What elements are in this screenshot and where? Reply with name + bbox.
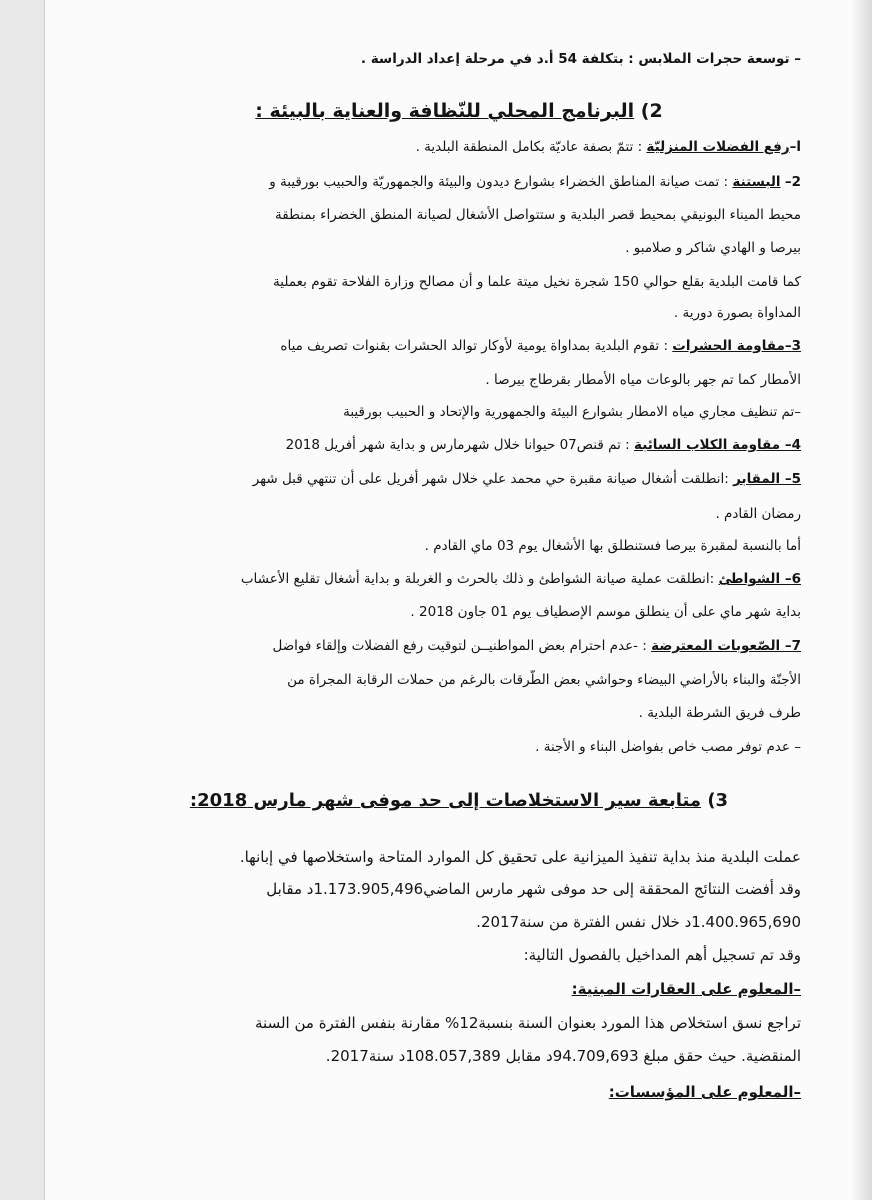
text-line: تراجع نسق استخلاص هذا المورد بعنوان السنة بنسبة12% مقارنة بنفس الفترة من السنة [255, 1014, 801, 1032]
text-line: محيط الميناء البونيقي بمحيط قصر البلدية و ستتواصل الأشغال لصيانة المنطق الخضراء بمنطقة [275, 207, 801, 223]
scan-shadow [851, 0, 872, 1200]
text-line: –تم تنظيف مجاري مياه الامطار بشوارع البيئة والجمهورية والإتحاد و الحبيب بورقيبة [343, 404, 801, 420]
item-insect-control: 3–مقاومة الحشرات : تقوم البلدية بمداواة يومية لأوكار توالد الحشرات بقنوات تصريف مياه [280, 338, 801, 354]
text-line: عملت البلدية منذ بداية تنفيذ الميزانية على تحقيق كل الموارد المتاحة واستخلاصها في إبانها. [239, 848, 801, 866]
text-line: الأجنّة والبناء بالأراضي البيضاء وحواشي بعض الطّرقات بالرغم من حملات الرقابة المجراة من [287, 672, 801, 688]
text-line: المداواة بصورة دورية . [673, 305, 801, 321]
text-line: أما بالنسبة لمقبرة بيرصا فستنطلق بها الأشغال يوم 03 ماي القادم . [424, 538, 801, 554]
text-line: – عدم توفر مصب خاص بفواضل البناء و الأجنة . [535, 739, 801, 755]
item-cemeteries: 5– المقابر :انطلقت أشغال صيانة مقبرة حي محمد علي خلال شهر أفريل على أن تنتهي قبل شهر [252, 471, 801, 487]
item-beaches: 6– الشواطئ :انطلقت عملية صيانة الشواطئ و ذلك بالحرث و الغربلة و بداية أشغال تقليع الأعشاب [240, 571, 801, 587]
text-line: 1.400.965,690د خلال نفس الفترة من سنة2017. [476, 913, 801, 931]
text-line: المنقضية. حيث حقق مبلغ 94.709,693د مقابل 108.057,389د سنة2017. [325, 1047, 801, 1065]
text-line: وقد أفضت النتائج المحققة إلى حد موفى شهر مارس الماضي1.173.905,496د مقابل [266, 880, 801, 898]
section-heading-collections: 3) متابعة سير الاستخلاصات إلى حد موفى شهر مارس 2018: [189, 790, 729, 811]
text-line: بداية شهر ماي على أن ينطلق موسم الإصطياف يوم 01 جاون 2018 . [410, 604, 801, 620]
item-household-waste: ا–رفع الفضلات المنزليّة : تتمّ بصفة عاديّة بكامل المنطقة البلدية . [415, 139, 801, 155]
text-line: وقد تم تسجيل أهم المداخيل بالفصول التالية: [523, 946, 801, 964]
item-stray-dogs: 4– مقاومة الكلاب السائبة : تم قنص07 حيوانا خلال شهرمارس و بداية شهر أفريل 2018 [285, 437, 801, 453]
section-heading-cleanliness: 2) البرنامج المحلي للنّظافة والعناية بالبيئة : [255, 100, 663, 122]
subheading-built-property-tax: –المعلوم على العقارات المبنية: [571, 980, 801, 998]
subheading-business-tax: –المعلوم على المؤسسات: [608, 1083, 801, 1101]
text-line: بيرصا و الهادي شاكر و صلامبو . [625, 240, 801, 256]
text-line: الأمطار كما تم جهر بالوعات مياه الأمطار بقرطاج بيرصا . [485, 372, 801, 388]
item-difficulties: 7– الصّعوبات المعترضة : -عدم احترام بعض المواطنيــن لتوقيت رفع الفضلات وإلقاء فواضل [272, 638, 801, 654]
text-line: رمضان القادم . [715, 506, 801, 522]
text-line-wardrobe-expansion: – توسعة حجرات الملابس : بتكلفة 54 أ.د في مرحلة إعداد الدراسة . [360, 51, 801, 67]
item-gardening: 2– البستنة : تمت صيانة المناطق الخضراء بشوارع ديدون والبيئة والجمهوريّة والحبيب بورقيبة و [269, 174, 801, 190]
text-line: طرف فريق الشرطة البلدية . [638, 705, 801, 721]
document-page [44, 0, 872, 1200]
text-line: كما قامت البلدية بقلع حوالي 150 شجرة نخيل ميتة علما و أن مصالح وزارة الفلاحة تقوم بعملية [273, 274, 801, 290]
